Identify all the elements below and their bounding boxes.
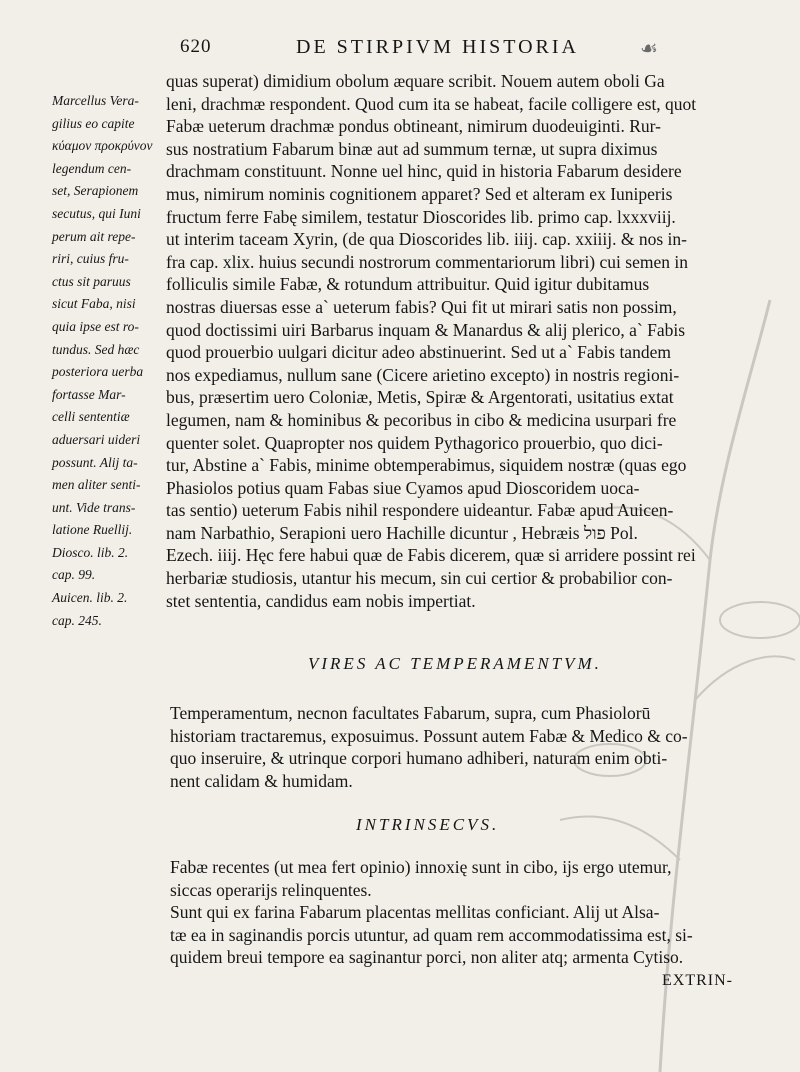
margin-note-line: fortasse Mar- xyxy=(52,386,126,402)
text-line: quenter solet. Quapropter nos quidem Pythagorico prouerbio, quo dici- xyxy=(166,432,663,453)
margin-note-line: celli sententiæ xyxy=(52,409,130,425)
text-line: sus nostratium Fabarum binæ aut ad summum ternæ, ut supra diximus xyxy=(166,138,658,159)
text-line: nos expediamus, nullum sane (Cicere arietino excepto) in nostris regioni- xyxy=(166,364,680,385)
text-line: quod prouerbio uulgari dicitur adeo abstinuerint. Sed ut a` Fabis tandem xyxy=(166,342,671,363)
margin-note-line: gilius eo capite xyxy=(52,115,135,131)
margin-note-line: cap. 99. xyxy=(52,567,96,583)
page-number: 620 xyxy=(180,36,212,57)
text-line: Temperamentum, necnon facultates Fabarum, supra, cum Phasiolorū xyxy=(170,703,651,723)
margin-note-line: quia ipse est ro- xyxy=(52,318,139,334)
margin-note-line: κύαμον προκρύνον xyxy=(52,138,153,154)
text-line: Sunt qui ex farina Fabarum placentas mellitas conficiant. Alij ut Alsa- xyxy=(170,902,660,923)
text-line: tæ ea in saginandis porcis utuntur, ad quam rem accommodatissima est, si- xyxy=(170,924,693,945)
running-title: DE STIRPIVM HISTORIA xyxy=(296,36,579,58)
text-line: fra cap. xlix. huius secundi nostrorum commentariorum libri) cui semen in xyxy=(166,251,688,272)
text-line: fructum ferre Fabę similem, testatur Dioscorides lib. primo cap. lxxxviij. xyxy=(166,206,676,227)
margin-note-line: possunt. Alij ta- xyxy=(52,454,138,470)
margin-note-line: riri, cuius fru- xyxy=(52,251,129,267)
margin-note-line: cap. 245. xyxy=(52,612,102,628)
text-line: leni, drachmæ respondent. Quod cum ita se habeat, facile colligere est, quot xyxy=(166,93,697,114)
catchword: EXTRIN- xyxy=(662,972,733,989)
text-line: nam Narbathio, Serapioni uero Hachille dicuntur , Hebræis פול Pol. xyxy=(166,522,638,543)
text-line: Ezech. iiij. Hęc fere habui quæ de Fabis dicerem, quæ si arridere possint rei xyxy=(166,545,696,566)
main-text-block xyxy=(166,70,766,612)
margin-note-line: ctus sit paruus xyxy=(52,273,131,289)
margin-note-line: aduersari uideri xyxy=(52,431,141,447)
margin-note-line: tundus. Sed hæc xyxy=(52,341,140,357)
running-header xyxy=(180,36,740,66)
text-line: mus, nimirum nominis cognitionem apparet? Sed et alteram ex Iuniperis xyxy=(166,183,673,204)
text-line: drachmam constituunt. Nonne uel hinc, quid in historia Fabarum desidere xyxy=(166,161,682,182)
text-line: nent calidam & humidam. xyxy=(170,770,353,791)
text-line: ut interim taceam Xyrin, (de qua Dioscorides lib. iiij. cap. xxiiij. & nos in- xyxy=(166,229,688,250)
margin-note-line: sicut Faba, nisi xyxy=(52,296,136,312)
text-line: legumen, nam & hominibus & pecoribus in cibo & medicina usurpari fre xyxy=(166,409,677,430)
section-text-intrinsecus xyxy=(170,856,770,969)
margin-note-line: posteriora uerba xyxy=(52,364,144,380)
text-line: folliculis simile Fabæ, & rotundum attribuitur. Quid igitur dubitamus xyxy=(166,274,650,295)
text-line: quo inseruire, & utrinque corpori humano adhiberi, naturam enim obti- xyxy=(170,748,668,769)
text-line: tas sentio) ueterum Fabis nihil respondere uideantur. Fabæ apud Auicen- xyxy=(166,500,674,521)
text-line: quas superat) dimidium obolum æquare scribit. Nouem autem oboli Ga xyxy=(166,71,665,91)
text-line: stet sententia, candidus eam nobis impertiat. xyxy=(166,590,476,611)
text-line: quod doctissimi uiri Barbarus inquam & Manardus & alij plerico, a` Fabis xyxy=(166,319,686,340)
margin-note-line: legendum cen- xyxy=(52,160,132,176)
margin-note-line: Diosco. lib. 2. xyxy=(52,544,129,560)
margin-note-line: latione Ruellij. xyxy=(52,522,133,538)
margin-note-line: set, Serapionem xyxy=(52,183,139,199)
text-line: herbariæ studiosis, utantur his mecum, sin cui certior & probabilior con- xyxy=(166,568,673,589)
fleuron-icon: ☙ xyxy=(640,38,658,60)
margin-note-line: perum ait repe- xyxy=(52,228,136,244)
text-line: tur, Abstine a` Fabis, minime obtemperabimus, siquidem nostræ (quas ego xyxy=(166,455,687,476)
text-line: quidem breui tempore ea saginantur porci, non aliter atq; armenta Cytiso. xyxy=(170,947,684,968)
section-text-vires xyxy=(170,702,770,792)
text-line: Fabæ recentes (ut mea fert opinio) innoxię sunt in cibo, ijs ergo utemur, xyxy=(170,857,672,877)
margin-note-line: secutus, qui Iuni xyxy=(52,205,141,221)
section-heading-vires: VIRES AC TEMPERAMENTVM. xyxy=(308,654,602,673)
text-line: nostras diuersas esse a` ueterum fabis? Qui fit ut mirari satis non possim, xyxy=(166,296,677,317)
text-line: Phasiolos potius quam Fabas siue Cyamos apud Dioscoridem uoca- xyxy=(166,477,640,498)
text-line: historiam tractaremus, exposuimus. Possunt autem Fabæ & Medico & co- xyxy=(170,725,688,746)
text-line: bus, præsertim uero Coloniæ, Metis, Spiræ & Argentorati, usitatius extat xyxy=(166,387,674,408)
margin-note-line: Auicen. lib. 2. xyxy=(52,590,128,606)
margin-note-line: Marcellus Vera- xyxy=(52,93,139,108)
margin-note-line: men aliter senti- xyxy=(52,477,141,493)
text-line: Fabæ ueterum drachmæ pondus obtineant, nimirum duodeuiginti. Rur- xyxy=(166,116,661,137)
text-line: siccas operarijs relinquentes. xyxy=(170,879,372,900)
marginal-notes xyxy=(52,90,168,632)
margin-note-line: unt. Vide trans- xyxy=(52,499,136,515)
section-heading-intrinsecus: INTRINSECVS. xyxy=(356,815,500,834)
